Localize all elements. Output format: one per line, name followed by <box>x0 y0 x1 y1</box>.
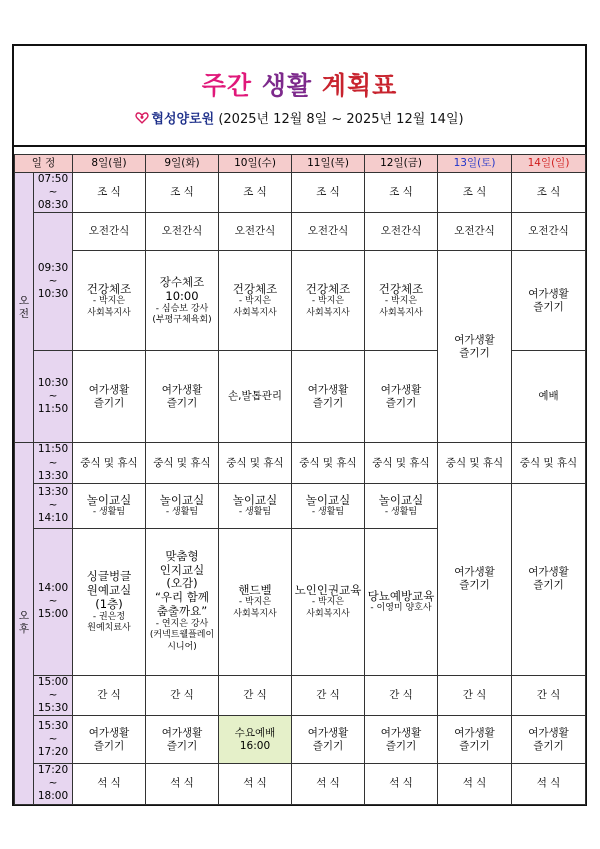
cell-leisure: 여가생활 즐기기 <box>438 716 512 764</box>
day-mon: 8일(월) <box>73 155 146 173</box>
cell-diabetes: 당뇨예방교육 - 이영미 양호사 <box>365 528 438 675</box>
time-slot: 17:20 ~ 18:00 <box>34 764 73 804</box>
cell-snack: 간 식 <box>365 675 438 715</box>
cell-lunch: 중식 및 휴식 <box>73 443 146 483</box>
row-breakfast <box>15 173 586 213</box>
cell-leisure: 여가생활 즐기기 <box>73 716 146 764</box>
cell-leisure: 여가생활 즐기기 <box>146 716 219 764</box>
cell-lunch: 중식 및 휴식 <box>438 443 512 483</box>
cell-dinner: 석 식 <box>219 764 292 804</box>
cell-exercise: 건강체조 - 박지은 사회복지사 <box>73 251 146 351</box>
cell-exercise: 건강체조 - 박지은 사회복지사 <box>219 251 292 351</box>
cell-leisure-sat-pm: 여가생활 즐기기 <box>438 483 512 675</box>
period-pm: 오 후 <box>15 443 34 804</box>
cell-singgeul: 싱글벙글 원예교실 (1층) - 권은정 원예치료사 <box>73 528 146 675</box>
header-label: 일 정 <box>15 155 73 173</box>
cell-dinner: 석 식 <box>512 764 586 804</box>
time-slot: 13:30 ~ 14:10 <box>34 483 73 528</box>
cell-play: 놀이교실 - 생활팀 <box>292 483 365 528</box>
cell-breakfast: 조 식 <box>146 173 219 213</box>
cell-dinner: 석 식 <box>146 764 219 804</box>
heart-logo-icon <box>135 111 149 125</box>
cell-leisure: 여가생활 즐기기 <box>146 351 219 443</box>
cell-lunch: 중식 및 휴식 <box>219 443 292 483</box>
cell-dinner: 석 식 <box>365 764 438 804</box>
cell-am-snack: 오전간식 <box>146 213 219 251</box>
row-dinner <box>15 764 586 804</box>
cell-snack: 간 식 <box>73 675 146 715</box>
cell-lunch: 중식 및 휴식 <box>292 443 365 483</box>
cell-lunch: 중식 및 휴식 <box>365 443 438 483</box>
cell-leisure-sun-pm: 여가생활 즐기기 <box>512 483 586 675</box>
cell-breakfast: 조 식 <box>219 173 292 213</box>
cell-dinner: 석 식 <box>73 764 146 804</box>
title-box <box>14 46 585 147</box>
day-wed: 10일(수) <box>219 155 292 173</box>
cell-rights: 노인인권교육 - 박지은 사회복지사 <box>292 528 365 675</box>
schedule-frame <box>12 44 587 806</box>
page-subtitle <box>14 108 585 127</box>
period-am: 오 전 <box>15 173 34 443</box>
cell-snack: 간 식 <box>438 675 512 715</box>
page-title: 주간 생활 계획표 <box>201 71 398 100</box>
day-fri: 12일(금) <box>365 155 438 173</box>
cell-breakfast: 조 식 <box>365 173 438 213</box>
cell-leisure: 여가생활 즐기기 <box>512 716 586 764</box>
time-slot: 15:30 ~ 17:20 <box>34 716 73 764</box>
cell-am-snack: 오전간식 <box>292 213 365 251</box>
cell-am-snack: 오전간식 <box>73 213 146 251</box>
cell-play: 놀이교실 - 생활팀 <box>365 483 438 528</box>
cell-handbell: 핸드벨 - 박지은 사회복지사 <box>219 528 292 675</box>
cell-leisure: 여가생활 즐기기 <box>292 716 365 764</box>
cell-dinner: 석 식 <box>292 764 365 804</box>
cell-dinner: 석 식 <box>438 764 512 804</box>
cell-snack: 간 식 <box>146 675 219 715</box>
schedule-table <box>14 154 586 805</box>
time-slot: 09:30 ~ 10:30 <box>34 213 73 351</box>
cell-leisure: 여가생활 즐기기 <box>365 351 438 443</box>
row-morning-snack <box>15 213 586 251</box>
row-exercise <box>15 251 586 351</box>
cell-leisure-sun: 여가생활 즐기기 <box>512 251 586 351</box>
cell-am-snack: 오전간식 <box>219 213 292 251</box>
cell-leisure: 여가생활 즐기기 <box>292 351 365 443</box>
date-range: (2025년 12월 8일 ~ 2025년 12월 14일) <box>214 112 464 127</box>
time-slot: 15:00 ~ 15:30 <box>34 675 73 715</box>
day-thu: 11일(목) <box>292 155 365 173</box>
cell-am-snack: 오전간식 <box>512 213 586 251</box>
cell-breakfast: 조 식 <box>292 173 365 213</box>
day-tue: 9일(화) <box>146 155 219 173</box>
org-name: 협성양로원 <box>151 112 215 127</box>
cell-leisure: 여가생활 즐기기 <box>73 351 146 443</box>
day-sat: 13일(토) <box>438 155 512 173</box>
cell-custom: 맞춤형 인지교실 (오감) “우리 함께 춤출까요” - 연지은 강사 (커넥트웰플레이 시니어) <box>146 528 219 675</box>
row-leisure-pm <box>15 716 586 764</box>
cell-am-snack: 오전간식 <box>365 213 438 251</box>
time-slot: 10:30 ~ 11:50 <box>34 351 73 443</box>
cell-play: 놀이교실 - 생활팀 <box>146 483 219 528</box>
cell-lunch: 중식 및 휴식 <box>146 443 219 483</box>
cell-snack: 간 식 <box>219 675 292 715</box>
cell-breakfast: 조 식 <box>73 173 146 213</box>
cell-lunch: 중식 및 휴식 <box>512 443 586 483</box>
time-slot: 11:50 ~ 13:30 <box>34 443 73 483</box>
cell-exercise: 건강체조 - 박지은 사회복지사 <box>292 251 365 351</box>
cell-leisure: 여가생활 즐기기 <box>365 716 438 764</box>
cell-worship: 예배 <box>512 351 586 443</box>
cell-breakfast: 조 식 <box>438 173 512 213</box>
row-play <box>15 483 586 528</box>
cell-play: 놀이교실 - 생활팀 <box>73 483 146 528</box>
cell-leisure-sat: 여가생활 즐기기 <box>438 251 512 443</box>
cell-snack: 간 식 <box>512 675 586 715</box>
cell-wed-worship: 수요예배 16:00 <box>219 716 292 764</box>
time-slot: 07:50 ~ 08:30 <box>34 173 73 213</box>
cell-snack: 간 식 <box>292 675 365 715</box>
cell-am-snack: 오전간식 <box>438 213 512 251</box>
cell-exercise: 건강체조 - 박지은 사회복지사 <box>365 251 438 351</box>
cell-longevity: 장수체조 10:00 - 심승보 강사 (부평구체육회) <box>146 251 219 351</box>
cell-handfoot: 손,발톱관리 <box>219 351 292 443</box>
day-sun: 14일(일) <box>512 155 586 173</box>
header-row <box>15 155 586 173</box>
cell-play: 놀이교실 - 생활팀 <box>219 483 292 528</box>
row-snack <box>15 675 586 715</box>
cell-breakfast: 조 식 <box>512 173 586 213</box>
time-slot: 14:00 ~ 15:00 <box>34 528 73 675</box>
row-lunch <box>15 443 586 483</box>
